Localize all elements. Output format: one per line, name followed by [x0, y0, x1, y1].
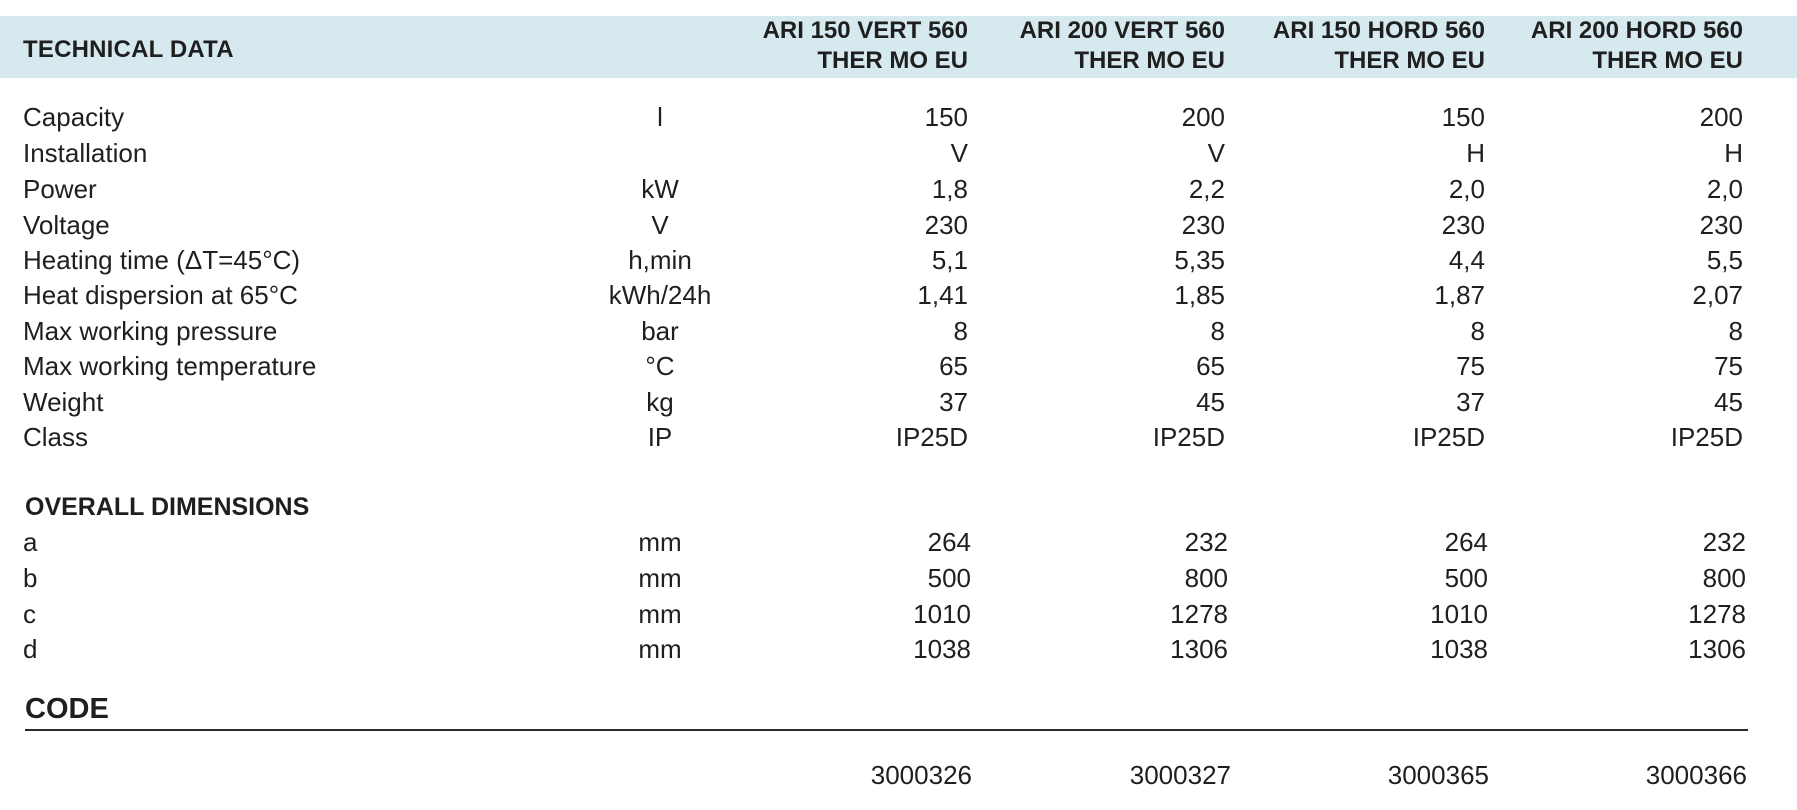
cell-value: 1306 [1170, 634, 1228, 664]
row-label: Weight [23, 387, 104, 417]
row-unit: bar [641, 316, 679, 346]
cell-value: 1,8 [931, 174, 968, 204]
row-unit: °C [645, 351, 675, 381]
cell-value: 230 [1699, 210, 1743, 240]
row-label: c [23, 599, 36, 629]
cell-value: H [1466, 138, 1485, 168]
table-row [0, 387, 1797, 423]
cell-value: 5,5 [1706, 245, 1743, 275]
row-unit: mm [638, 634, 682, 664]
cell-value: 500 [927, 563, 971, 593]
row-unit: kWh/24h [608, 280, 712, 310]
cell-value: V [1207, 138, 1225, 168]
table-row [0, 245, 1797, 281]
cell-value: 8 [953, 316, 968, 346]
cell-value: 45 [1196, 387, 1225, 417]
table-row [0, 563, 1797, 599]
row-unit: mm [638, 527, 682, 557]
cell-value: 800 [1184, 563, 1228, 593]
row-label: Voltage [23, 210, 110, 240]
cell-value: 2,0 [1448, 174, 1485, 204]
cell-value: 75 [1714, 351, 1743, 381]
cell-value: 4,4 [1448, 245, 1485, 275]
product-code: 3000365 [1387, 760, 1489, 790]
cell-value: 5,1 [931, 245, 968, 275]
row-label: d [23, 634, 38, 664]
cell-value: 1010 [1430, 599, 1488, 629]
cell-value: 2,2 [1188, 174, 1225, 204]
cell-value: 1,85 [1174, 280, 1225, 310]
row-label: Class [23, 422, 89, 452]
code-row [0, 760, 1797, 796]
cell-value: 45 [1714, 387, 1743, 417]
product-code: 3000326 [870, 760, 972, 790]
cell-value: 1,87 [1434, 280, 1485, 310]
product-code: 3000366 [1645, 760, 1747, 790]
cell-value: 65 [939, 351, 968, 381]
section-title-code: CODE [25, 693, 109, 725]
cell-value: 1038 [1430, 634, 1488, 664]
cell-value: 37 [939, 387, 968, 417]
product-code: 3000327 [1129, 760, 1231, 790]
cell-value: 2,07 [1692, 280, 1743, 310]
table-row [0, 351, 1797, 387]
cell-value: 8 [1728, 316, 1743, 346]
table-row [0, 102, 1797, 138]
cell-value: 75 [1456, 351, 1485, 381]
table-row [0, 527, 1797, 563]
cell-value: 232 [1184, 527, 1228, 557]
row-label: Heat dispersion at 65°C [23, 280, 298, 310]
row-unit: IP [647, 422, 673, 452]
cell-value: 264 [927, 527, 971, 557]
row-unit: mm [638, 599, 682, 629]
table-row [0, 138, 1797, 174]
cell-value: IP25D [895, 422, 968, 452]
cell-value: IP25D [1412, 422, 1485, 452]
row-label: Power [23, 174, 97, 204]
divider [25, 729, 1748, 731]
cell-value: 150 [1441, 102, 1485, 132]
cell-value: 230 [924, 210, 968, 240]
table-row [0, 280, 1797, 316]
row-label: Max working temperature [23, 351, 317, 381]
table-row [0, 210, 1797, 246]
cell-value: 200 [1699, 102, 1743, 132]
row-label: Installation [23, 138, 148, 168]
cell-value: 1,41 [917, 280, 968, 310]
cell-value: 65 [1196, 351, 1225, 381]
cell-value: 1306 [1688, 634, 1746, 664]
table-row [0, 599, 1797, 635]
table-row [0, 174, 1797, 210]
cell-value: 1010 [913, 599, 971, 629]
model-header: ARI 200 HORD 560 THER MO EU [1530, 17, 1743, 74]
cell-value: IP25D [1670, 422, 1743, 452]
row-unit: kg [646, 387, 674, 417]
row-label: a [23, 527, 38, 557]
cell-value: 1278 [1688, 599, 1746, 629]
cell-value: 1038 [913, 634, 971, 664]
model-header: ARI 150 VERT 560 THER MO EU [762, 17, 968, 74]
cell-value: 500 [1444, 563, 1488, 593]
section-title-technical-data: TECHNICAL DATA [23, 36, 234, 63]
cell-value: 264 [1444, 527, 1488, 557]
cell-value: V [950, 138, 968, 168]
table-row [0, 634, 1797, 670]
row-label: Heating time (ΔT=45°C) [23, 245, 301, 275]
cell-value: 230 [1181, 210, 1225, 240]
section-title-overall-dimensions: OVERALL DIMENSIONS [25, 493, 310, 521]
cell-value: 8 [1470, 316, 1485, 346]
cell-value: 2,0 [1706, 174, 1743, 204]
row-unit: V [651, 210, 669, 240]
cell-value: 200 [1181, 102, 1225, 132]
row-label: Capacity [23, 102, 125, 132]
cell-value: 37 [1456, 387, 1485, 417]
model-header: ARI 200 VERT 560 THER MO EU [1019, 17, 1225, 74]
table-row [0, 316, 1797, 352]
row-label: Max working pressure [23, 316, 278, 346]
row-unit: kW [641, 174, 679, 204]
row-unit: l [657, 102, 663, 132]
table-row [0, 422, 1797, 458]
cell-value: 5,35 [1174, 245, 1225, 275]
cell-value: 1278 [1170, 599, 1228, 629]
row-unit: h,min [628, 245, 692, 275]
cell-value: 232 [1702, 527, 1746, 557]
cell-value: H [1724, 138, 1743, 168]
cell-value: 230 [1441, 210, 1485, 240]
cell-value: 150 [924, 102, 968, 132]
cell-value: 800 [1702, 563, 1746, 593]
cell-value: IP25D [1152, 422, 1225, 452]
model-header: ARI 150 HORD 560 THER MO EU [1272, 17, 1485, 74]
row-label: b [23, 563, 38, 593]
cell-value: 8 [1210, 316, 1225, 346]
row-unit: mm [638, 563, 682, 593]
